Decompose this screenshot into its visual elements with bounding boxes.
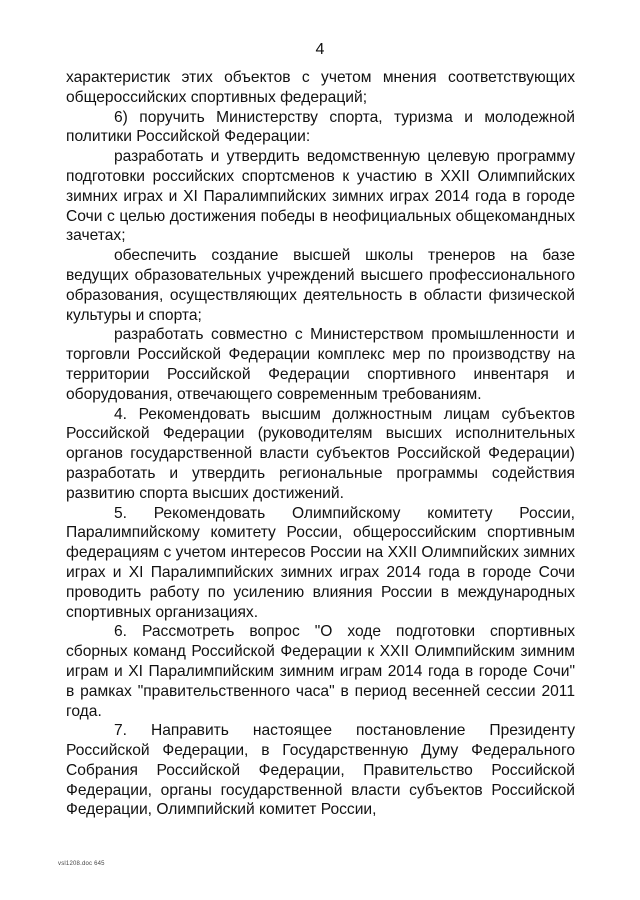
document-body — [66, 68, 575, 820]
paragraph-item-6-review: 6. Рассмотреть вопрос "О ходе подготовки спортивных сборных команд Российской Федерации к XXII Олимпийским зимним играм и XI Паралимпийским зимним играм 2014 года в городе Сочи" в рамках "правительственного часа" в период весенней сессии 2011 года. — [66, 623, 575, 720]
paragraph-sports-equipment: разработать совместно с Министерством промышленности и торговли Российской Федерации комплекс мер по производству на территории Российской Федерации спортивного инвентаря и оборудования, отвечающего современным требованиям. — [66, 326, 575, 403]
paragraph-item-7: 7. Направить настоящее постановление Президенту Российской Федерации, в Государственную Думу Федерального Собрания Российской Федерации, Правительство Российской Федерации, органы государственной власти субъектов Российской Федерации, Олимпийский комитет России, — [66, 722, 575, 819]
paragraph-item-4: 4. Рекомендовать высшим должностным лицам субъектов Российской Федерации (руководителям высших исполнительных органов государственной власти субъектов Российской Федерации) разработать и утвердить региональные программы содействия развитию спорта высших достижений. — [66, 405, 575, 502]
paragraph-target-program: разработать и утвердить ведомственную целевую программу подготовки российских спортсменов к участию в XXII Олимпийских зимних играх и XI Паралимпийских зимних играх 2014 года в городе Сочи с целью достижения победы в неофициальных общекомандных зачетах; — [66, 148, 575, 245]
paragraph-continuation: характеристик этих объектов с учетом мнения соответствующих общероссийских спортивных федераций; — [66, 69, 575, 106]
paragraph-item-5: 5. Рекомендовать Олимпийскому комитету России, Паралимпийскому комитету России, общероссийским спортивным федерациям с учетом интересов России на XXII Олимпийских зимних играх и XI Паралимпийских зимних играх 2014 года в городе Сочи проводить работу по усилению влияния России в международных спортивных организациях. — [66, 504, 575, 621]
paragraph-item-6: 6) поручить Министерству спорта, туризма и молодежной политики Российской Федерации: — [66, 108, 575, 146]
paragraph-coaches-school: обеспечить создание высшей школы тренеров на базе ведущих образовательных учреждений высшего профессионального образования, осуществляющих деятельность в области физической культуры и спорта; — [66, 247, 575, 324]
footer-file-code: vsl1208.doc 645 — [58, 861, 105, 867]
page-number: 4 — [315, 41, 325, 58]
